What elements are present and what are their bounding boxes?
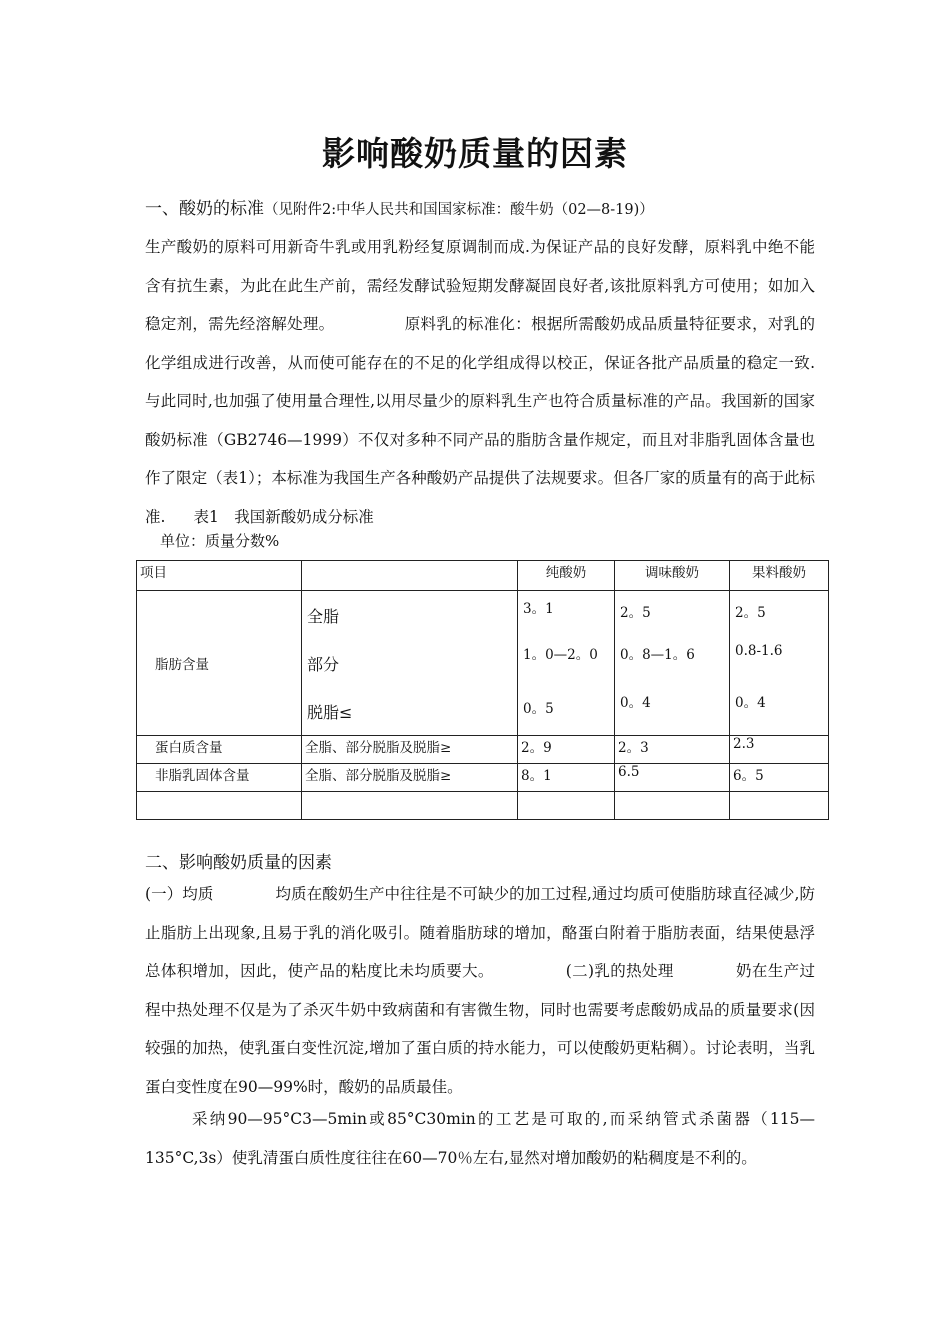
snf-fruit: 6。5 (730, 764, 829, 792)
paragraph-process: 采纳90—95°C3—5min或85°C30min的工艺是可取的,而采纳管式杀菌器（115—135°C,3s）使乳清蛋白质性度往往在60—70％左右,显然对增加酸奶的粘稠度是不利的。 (145, 1110, 815, 1167)
fat-type-partial: 部分 (307, 655, 340, 674)
table-row-protein (137, 736, 829, 764)
header-plain: 纯酸奶 (518, 561, 615, 591)
snf-plain: 8。1 (518, 764, 615, 792)
snf-flavored: 6.5 (615, 764, 730, 792)
heat-treatment-title: (二)乳的热处理 (565, 962, 674, 980)
section1-heading-note: （见附件2:中华人民共和国国家标准：酸牛奶（02—8-19)） (264, 202, 654, 218)
fat-flavored-skim: 0。4 (620, 695, 651, 711)
fat-type-full: 全脂 (307, 607, 340, 626)
protein-label: 蛋白质含量 (137, 736, 302, 764)
page-title: 影响酸奶质量的因素 (322, 134, 628, 173)
table-row-empty (137, 792, 829, 820)
fat-fruit-cell (730, 591, 829, 736)
section1-heading (145, 194, 654, 219)
composition-table (136, 560, 829, 820)
homogenization-text: 均质在酸奶生产中往往是不可缺少的加工过程,通过均质可使脂肪球直径减少,防止脂肪上出现象,且易于乳的消化吸引。随着脂肪球的增加，酪蛋白附着于脂肪表面，结果使悬浮总体积增加，因此，使产品的粘度比未均质要大。 (145, 885, 815, 980)
section2-heading: 二、影响酸奶质量的因素 (145, 853, 332, 873)
table-caption: 表1 我国新酸奶成分标准 (193, 507, 374, 526)
header-flavored: 调味酸奶 (615, 561, 730, 591)
protein-flavored: 2。3 (615, 736, 730, 764)
protein-fruit: 2.3 (730, 736, 829, 764)
header-type (302, 561, 518, 591)
fat-plain-cell (518, 591, 615, 736)
homogenization-title: (一）均质 (145, 885, 214, 903)
fat-plain-full: 3。1 (523, 601, 554, 617)
fat-flavored-cell (615, 591, 730, 736)
fat-plain-skim: 0。5 (523, 701, 554, 717)
header-item: 项目 (137, 561, 302, 591)
protein-type: 全脂、部分脱脂及脱脂≥ (302, 736, 518, 764)
fat-type-skim: 脱脂≤ (307, 703, 353, 722)
fat-fruit-skim: 0。4 (735, 695, 766, 711)
paragraph-standardization: 原料乳的标准化：根据所需酸奶成品质量特征要求，对乳的化学组成进行改善，从而使可能存在的不足的化学组成得以校正，保证各批产品质量的稳定一致.与此同时,也加强了使用量合理性,以用尽量少的原料乳生产也符合质量标准的产品。我国新的国家酸奶标准（GB2746—1999）不仅对多种不同产品的脂肪含量作规定，而且对非脂乳固体含量也作了限定（表1）；本标准为我国生产各种酸奶产品提供了法规要求。但各厂家的质量有的高于此标准. (145, 315, 815, 526)
fat-plain-partial: 1。0—2。0 (523, 647, 598, 663)
fat-flavored-full: 2。5 (620, 605, 651, 621)
table-unit: 单位：质量分数% (160, 532, 280, 550)
fat-fruit-partial: 0.8-1.6 (735, 643, 783, 659)
table-row-snf (137, 764, 829, 792)
protein-plain: 2。9 (518, 736, 615, 764)
heat-treatment-text: 奶在生产过程中热处理不仅是为了杀灭牛奶中致病菌和有害微生物，同时也需要考虑酸奶成品的质量要求(因较强的加热，使乳蛋白变性沉淀,增加了蛋白质的持水能力，可以使酸奶更粘稠）。讨论表明，当乳蛋白变性度在90—99%时，酸奶的品质最佳。 (145, 962, 815, 1096)
section1-body (145, 228, 815, 536)
snf-label: 非脂乳固体含量 (137, 764, 302, 792)
fat-label: 脂肪含量 (137, 591, 302, 736)
section2-body (145, 875, 815, 1106)
snf-type: 全脂、部分脱脂及脱脂≥ (302, 764, 518, 792)
header-fruit: 果料酸奶 (730, 561, 829, 591)
section1-heading-text: 一、酸奶的标准 (145, 199, 264, 219)
fat-types-cell (302, 591, 518, 736)
table-row-fat (137, 591, 829, 736)
fat-flavored-partial: 0。8—1。6 (620, 647, 695, 663)
fat-fruit-full: 2。5 (735, 605, 766, 621)
paragraph-raw-material: 生产酸奶的原料可用新奇牛乳或用乳粉经复原调制而成.为保证产品的良好发酵，原料乳中绝不能含有抗生素，为此在此生产前，需经发酵试验短期发酵凝固良好者,该批原料乳方可使用；如加入稳定剂，需先经溶解处理。 (145, 238, 815, 333)
table-header-row (137, 561, 829, 591)
